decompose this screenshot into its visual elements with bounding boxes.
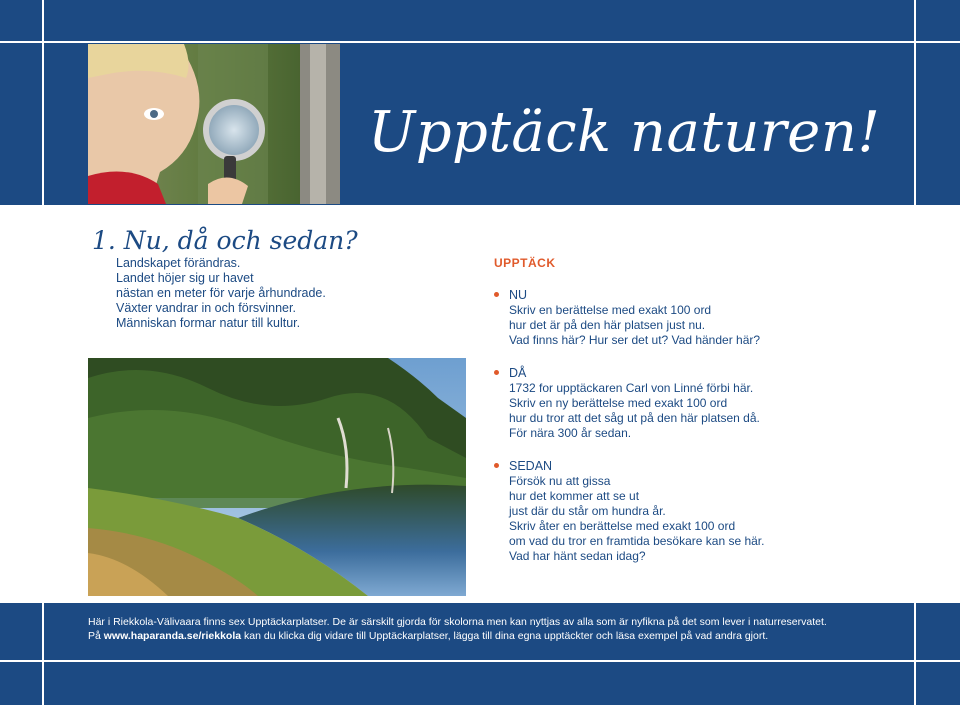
intro-line: Människan formar natur till kultur. — [116, 316, 301, 330]
grid-line — [0, 660, 960, 662]
explore-kicker: UPPTÄCK — [494, 256, 556, 270]
footer-prefix: På — [88, 630, 104, 642]
intro-line: nästan en meter för varje århundrade. — [116, 286, 326, 300]
item-line: Skriv en berättelse med exakt 100 ord — [509, 303, 712, 317]
intro-line: Växter vandrar in och försvinner. — [116, 301, 296, 315]
bullet-icon — [494, 292, 499, 297]
grid-line — [42, 603, 44, 705]
footer-suffix: kan du klicka dig vidare till Upptäckarplatser, lägga till dina egna upptäckter och läsa exempel på vad andra gjort. — [241, 630, 769, 642]
list-item — [494, 366, 894, 441]
footer-line: Här i Riekkola-Välivaara finns sex Upptäckarplatser. De är särskilt gjorda för skolorna men kan nyttjas av alla som är nyfikna på det som lever i naturreservatet. — [88, 616, 827, 628]
item-line: 1732 for upptäckaren Carl von Linné förbi här. — [509, 381, 754, 395]
list-item — [494, 288, 894, 348]
list-item — [494, 459, 894, 564]
grid-line — [0, 41, 960, 43]
bullet-icon — [494, 463, 499, 468]
grid-line — [914, 0, 916, 205]
item-line: Skriv en ny berättelse med exakt 100 ord — [509, 396, 728, 410]
item-line: För nära 300 år sedan. — [509, 426, 632, 440]
intro-line: Landet höjer sig ur havet — [116, 271, 254, 285]
item-line: hur det kommer att se ut — [509, 489, 640, 503]
grid-line — [42, 0, 44, 205]
item-line: just där du står om hundra år. — [509, 504, 666, 518]
explore-section — [494, 256, 894, 582]
item-line: hur det är på den här platsen just nu. — [509, 318, 706, 332]
intro-text — [116, 256, 436, 331]
footer-link[interactable]: www.haparanda.se/riekkola — [103, 630, 242, 642]
item-heading: DÅ — [509, 366, 527, 380]
forest-lake-photo — [88, 358, 466, 596]
section-title: 1. Nu, då och sedan? — [92, 226, 358, 255]
intro-line: Landskapet förändras. — [116, 256, 241, 270]
item-line: Försök nu att gissa — [509, 474, 611, 488]
bullet-icon — [494, 370, 499, 375]
item-line: hur du tror att det såg ut på den här platsen då. — [509, 411, 760, 425]
item-line: Skriv åter en berättelse med exakt 100 ord — [509, 519, 736, 533]
girl-with-magnifying-glass-photo — [88, 44, 340, 204]
item-line: Vad finns här? Hur ser det ut? Vad händer här? — [509, 333, 761, 347]
item-heading: SEDAN — [509, 459, 553, 473]
footer-line — [88, 629, 948, 643]
item-line: om vad du tror en framtida besökare kan se här. — [509, 534, 765, 548]
footer-text — [88, 615, 948, 643]
item-heading: NU — [509, 288, 528, 302]
item-line: Vad har hänt sedan idag? — [509, 549, 646, 563]
headline: Upptäck naturen! — [368, 100, 881, 165]
